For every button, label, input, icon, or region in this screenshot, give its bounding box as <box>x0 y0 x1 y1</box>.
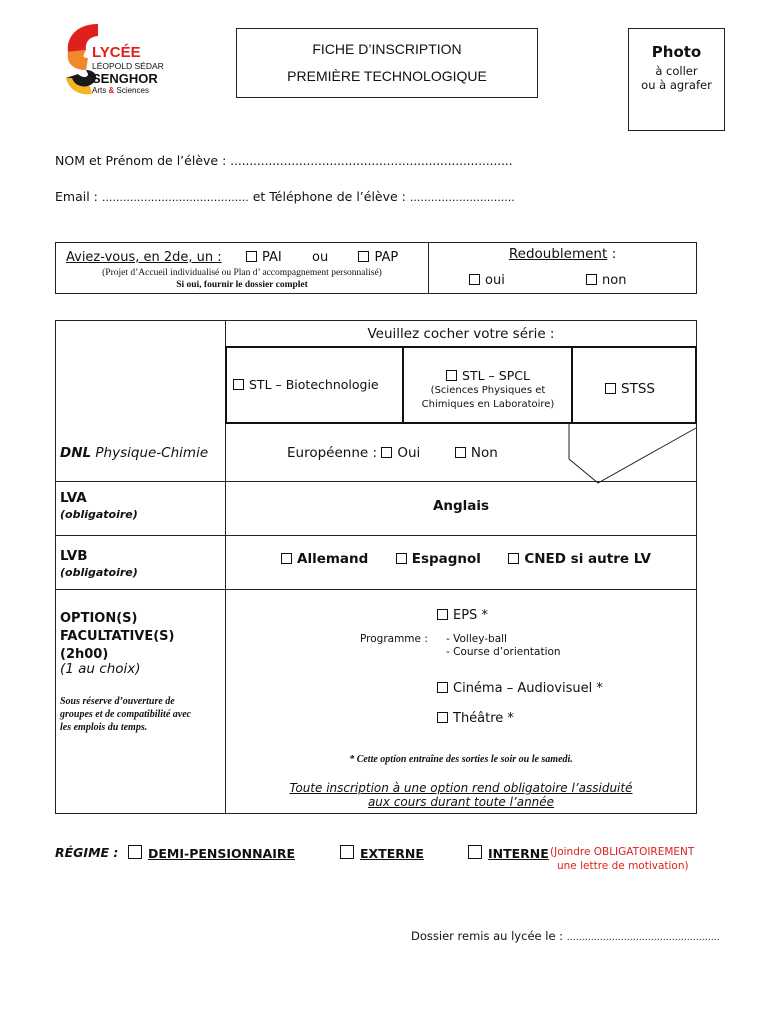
name-field[interactable] <box>55 153 513 168</box>
options-footnote: * Cette option entraîne des sorties le soir ou le samedi. <box>349 754 573 765</box>
options-note-2: groupes et de compatibilité avec <box>60 709 192 720</box>
email-phone-field[interactable] <box>55 189 515 204</box>
stss-option[interactable]: STSS <box>605 381 655 397</box>
euro-oui-checkbox[interactable] <box>381 447 392 458</box>
dnl-euro-row <box>287 445 498 461</box>
regime-interne[interactable]: INTERNE <box>468 845 549 861</box>
stss-checkbox[interactable] <box>605 383 616 394</box>
series-divider <box>571 348 573 422</box>
regime-label: RÉGIME : <box>55 845 119 860</box>
option-cinema[interactable]: Cinéma – Audiovisuel * <box>437 681 603 696</box>
redoublement-non[interactable]: non <box>586 273 626 288</box>
name-label: NOM et Prénom de l’élève : <box>55 153 227 168</box>
photo-line-1: à coller <box>655 64 698 78</box>
pap-label: PAP <box>374 250 399 265</box>
email-label: Email : <box>55 189 98 204</box>
lvb-sub: (obligatoire) <box>60 566 138 579</box>
interne-note-2: une lettre de motivation) <box>557 860 689 872</box>
lvb-options <box>281 551 651 567</box>
options-note-1: Sous réserve d’ouverture de <box>60 696 175 707</box>
programme-label: Programme : <box>360 633 428 645</box>
title-line-2: PREMIÈRE TECHNOLOGIQUE <box>287 68 487 84</box>
lva-label: LVA <box>60 490 87 506</box>
pai-note-2: Si oui, fournir le dossier complet <box>176 280 308 290</box>
options-label-1: OPTION(S) <box>60 611 138 626</box>
spcl-desc-2: Chimiques en Laboratoire) <box>421 399 555 410</box>
stl-bio-checkbox[interactable] <box>233 379 244 390</box>
series-header: Veuillez cocher votre série : <box>367 326 555 342</box>
lvb-allemand-checkbox[interactable] <box>281 553 292 564</box>
interne-note-1: (Joindre OBLIGATOIREMENT <box>550 846 695 858</box>
assiduite-line-1: Toute inscription à une option rend obligatoire l’assiduité <box>289 781 633 795</box>
pai-checkbox[interactable] <box>246 251 257 262</box>
photo-title: Photo <box>651 43 702 61</box>
redoublement-oui-checkbox[interactable] <box>469 274 480 285</box>
name-dots: .......................................................................... <box>230 154 513 168</box>
options-label-4: (1 au choix) <box>60 661 141 677</box>
logo-line-leopold: LÉOPOLD SÉDAR <box>92 61 164 71</box>
assiduite-line-2: aux cours durant toute l’année <box>367 795 555 809</box>
photo-line-2: ou à agrafer <box>641 78 712 92</box>
redoublement-oui[interactable]: oui <box>469 273 505 288</box>
euro-oui: Oui <box>397 445 421 461</box>
programme-item-1: - Volley-ball <box>446 633 507 645</box>
lvb-label: LVB <box>60 548 88 564</box>
regime-demi[interactable]: DEMI-PENSIONNAIRE <box>128 845 295 861</box>
externe-checkbox[interactable] <box>340 845 354 859</box>
lvb-espagnol-checkbox[interactable] <box>396 553 407 564</box>
pai-label: PAI <box>261 250 282 265</box>
title-line-1: FICHE D’INSCRIPTION <box>312 41 462 57</box>
spcl-desc-1: (Sciences Physiques et <box>430 385 546 396</box>
lvb-allemand: Allemand <box>297 551 369 567</box>
interne-checkbox[interactable] <box>468 845 482 859</box>
demi-checkbox[interactable] <box>128 845 142 859</box>
dnl-label: DNL Physique-Chimie <box>60 445 209 461</box>
logo-line-arts: Arts & Sciences <box>92 86 149 95</box>
lvb-cned: CNED si autre LV <box>524 551 651 567</box>
phone-dots: .............................. <box>409 191 515 204</box>
lvb-espagnol: Espagnol <box>411 551 481 567</box>
dossier-remis <box>411 929 720 943</box>
photo-box <box>628 28 725 131</box>
redoublement-title: Redoublement : <box>508 246 617 262</box>
series-box <box>225 346 697 424</box>
option-eps[interactable]: EPS * <box>437 608 488 623</box>
phone-label: et Téléphone de l’élève : <box>252 189 406 204</box>
school-logo <box>58 20 198 100</box>
title-box <box>236 28 538 98</box>
options-label-3: (2h00) <box>60 647 109 662</box>
programme-item-2: - Course d’orientation <box>446 646 561 658</box>
option-theatre[interactable]: Théâtre * <box>437 711 514 726</box>
row-rule <box>56 535 696 536</box>
or-label: ou <box>311 250 329 265</box>
lvb-cned-checkbox[interactable] <box>508 553 519 564</box>
dossier-label: Dossier remis au lycée le : <box>411 929 564 943</box>
theatre-checkbox[interactable] <box>437 712 448 723</box>
series-divider <box>402 348 404 422</box>
pai-question-row <box>66 250 398 265</box>
redoublement-non-checkbox[interactable] <box>586 274 597 285</box>
stss-arrow-shape <box>568 422 698 484</box>
cinema-checkbox[interactable] <box>437 682 448 693</box>
lva-sub: (obligatoire) <box>60 508 138 521</box>
pai-box <box>55 242 429 294</box>
redoublement-box <box>428 242 697 294</box>
row-rule <box>56 589 696 590</box>
options-note-3: les emplois du temps. <box>60 722 148 733</box>
euro-non: Non <box>470 445 498 461</box>
dossier-dots: …………………………………………… <box>566 933 720 943</box>
logo-line-lycee: LYCÉE <box>92 44 141 61</box>
stl-spcl-option[interactable]: STL – SPCL <box>405 368 571 383</box>
euro-label: Européenne : <box>287 445 378 461</box>
lva-value: Anglais <box>432 498 490 514</box>
euro-non-checkbox[interactable] <box>455 447 466 458</box>
stl-spcl-checkbox[interactable] <box>446 370 457 381</box>
stl-bio-option[interactable]: STL – Biotechnologie <box>233 377 379 392</box>
regime-externe[interactable]: EXTERNE <box>340 845 424 861</box>
logo-line-senghor: SENGHOR <box>92 71 158 86</box>
pai-question: Aviez-vous, en 2de, un : <box>66 250 222 265</box>
pap-checkbox[interactable] <box>358 251 369 262</box>
eps-checkbox[interactable] <box>437 609 448 620</box>
pai-note: (Projet d’Accueil individualisé ou Plan d’ accompagnement personnalisé) <box>102 268 382 278</box>
options-label-2: FACULTATIVE(S) <box>60 629 175 644</box>
email-dots: .......................................... <box>101 191 249 204</box>
